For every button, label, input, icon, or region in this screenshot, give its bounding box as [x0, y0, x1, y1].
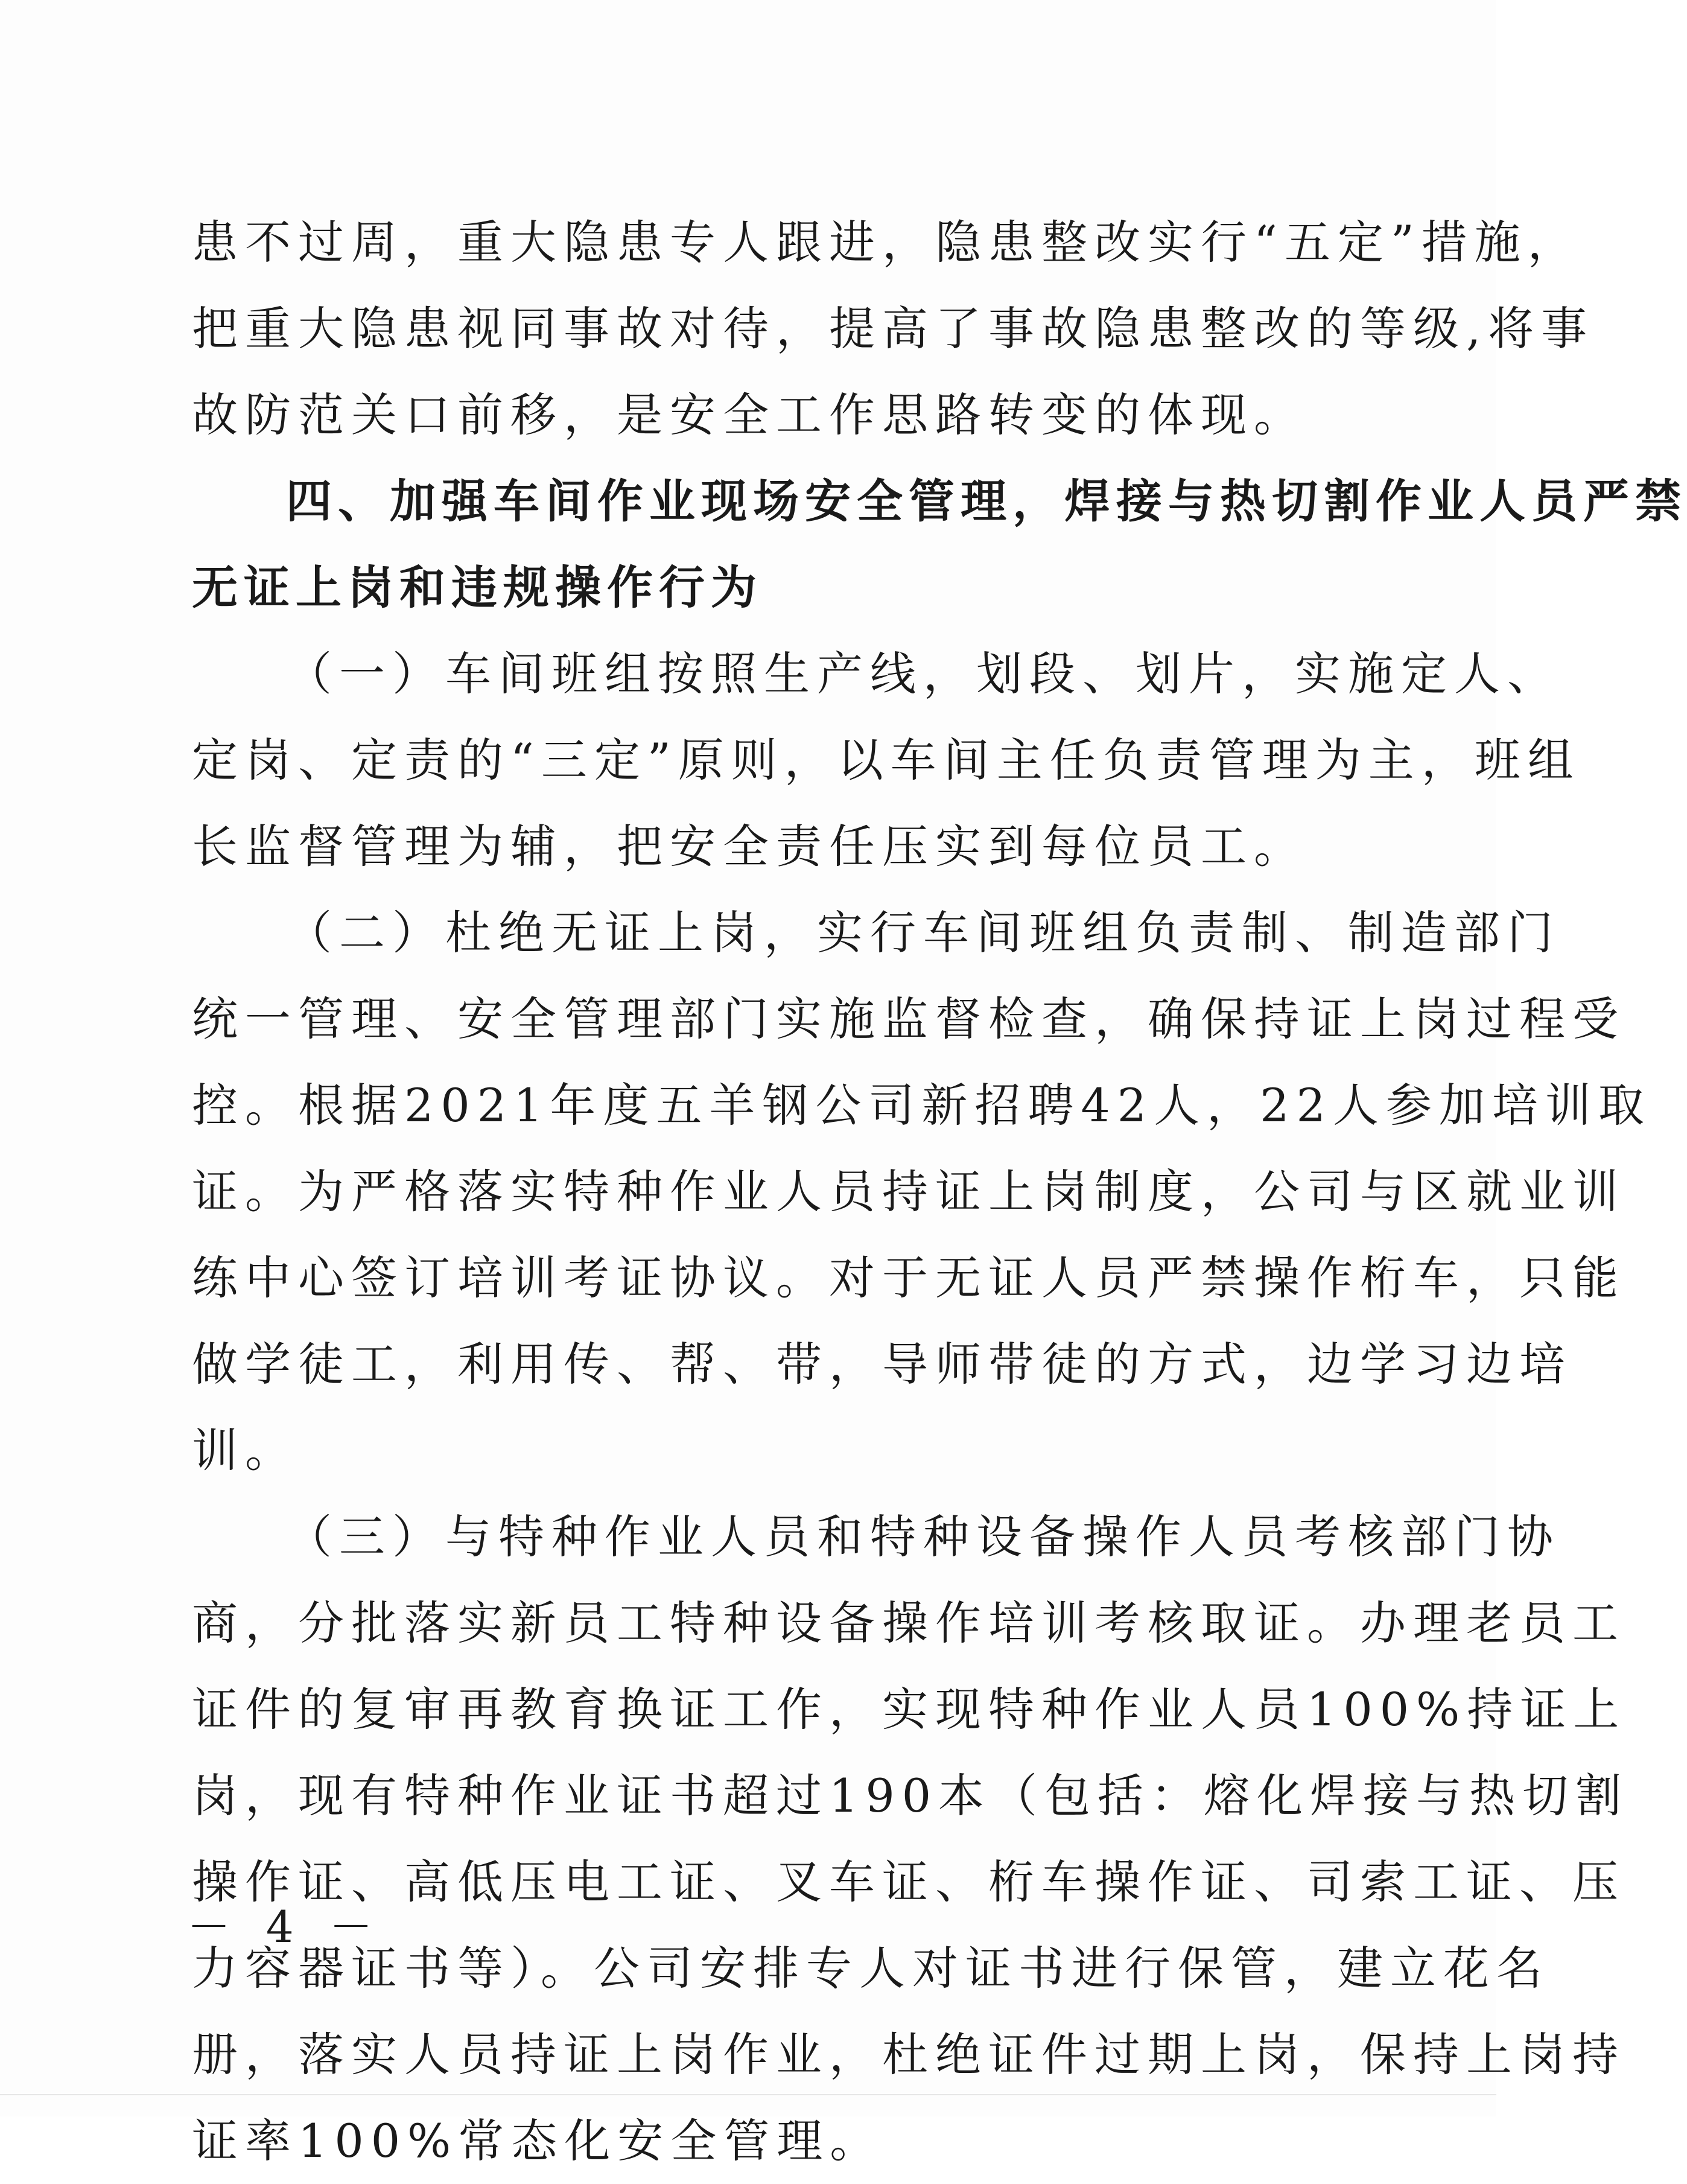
text-line: 做学徒工，利用传、帮、带，导师带徒的方式，边学习边培: [192, 1337, 1572, 1391]
text-line: 证件的复审再教育换证工作，实现特种作业人员100%持证上: [192, 1683, 1627, 1736]
text-line: 把重大隐患视同事故对待，提高了事故隐患整改的等级,将事: [192, 302, 1595, 355]
page-number: － 4 －: [187, 1902, 384, 1952]
text-line: 训。: [192, 1424, 298, 1477]
text-line: 患不过周，重大隐患专人跟进，隐患整改实行“五定”措施，: [192, 215, 1581, 269]
text-line: 册，落实人员持证上岗作业，杜绝证件过期上岗，保持上岗持: [192, 2028, 1625, 2081]
section-heading: 四、加强车间作业现场安全管理，焊接与热切割作业人员严禁: [286, 474, 1687, 528]
text-line: 长监督管理为辅，把安全责任压实到每位员工。: [192, 820, 1307, 873]
text-line: 证率100%常态化安全管理。: [192, 2114, 883, 2168]
text-line: （三）与特种作业人员和特种设备操作人员考核部门协: [286, 1510, 1560, 1564]
text-line: 证。为严格落实特种作业人员持证上岗制度，公司与区就业训: [192, 1165, 1625, 1218]
text-line: （一）车间班组按照生产线，划段、划片，实施定人、: [286, 647, 1560, 701]
document-body: [192, 199, 1687, 2184]
text-line: 故防范关口前移，是安全工作思路转变的体现。: [192, 388, 1307, 442]
text-line: 控。根据2021年度五羊钢公司新招聘42人，22人参加培训取: [192, 1078, 1651, 1132]
text-line: 定岗、定责的“三定”原则，以车间主任负责管理为主，班组: [192, 733, 1581, 787]
text-line: 统一管理、安全管理部门实施监督检查，确保持证上岗过程受: [192, 992, 1625, 1046]
text-line: 商，分批落实新员工特种设备操作培训考核取证。办理老员工: [192, 1596, 1625, 1650]
scan-edge-divider: [0, 2094, 1496, 2095]
text-line: 力容器证书等）。公司安排专人对证书进行保管，建立花名: [192, 1941, 1549, 1995]
text-line: 操作证、高低压电工证、叉车证、桁车操作证、司索工证、压: [192, 1855, 1625, 1909]
text-line: （二）杜绝无证上岗，实行车间班组负责制、制造部门: [286, 906, 1560, 960]
text-line: 练中心签订培训考证协议。对于无证人员严禁操作桁车，只能: [192, 1251, 1625, 1305]
text-line: 岗，现有特种作业证书超过190本（包括：熔化焊接与热切割: [192, 1769, 1629, 1823]
section-heading-continued: 无证上岗和违规操作行为: [192, 561, 763, 614]
